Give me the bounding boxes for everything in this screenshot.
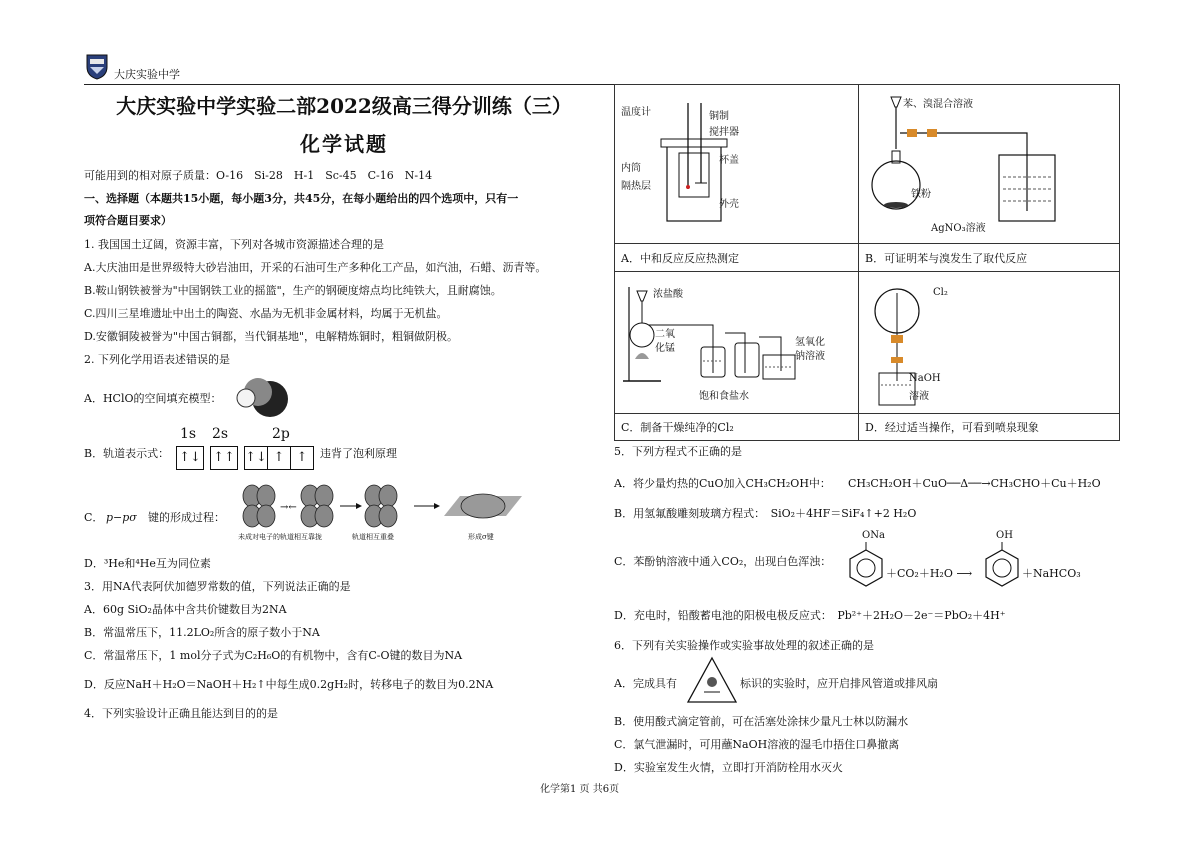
q2-option-b-suffix: 违背了泡利原理 [320, 447, 397, 460]
orbital-box-2p-1: ↑↓ [244, 446, 268, 470]
q4-option-d: D．经过适当操作，可看到喷泉现象 [865, 421, 1039, 434]
q5-option-d: D．充电时，铅酸蓄电池的阳极电极反应式： Pb²⁺＋2H₂O－2e⁻＝PbO₂＋4H⁺ [614, 609, 1006, 622]
table-divider-1 [615, 243, 1119, 244]
atomic-masses: 可能用到的相对原子质量：O-16 Si-28 H-1 Sc-45 C-16 N-14 [84, 169, 433, 182]
fountain-label-naoh: NaOH [909, 373, 941, 384]
q4-option-a: A．中和反应反应热测定 [621, 252, 739, 265]
chlorine-label-naoh-line2: 钠溶液 [795, 351, 825, 362]
school-name: 大庆实验中学 [114, 68, 180, 81]
bromination-label-agno3: AgNO₃溶液 [931, 223, 986, 234]
q1-option-b: B.鞍山钢铁被誉为"中国钢铁工业的摇篮"，生产的钢硬度熔点均比纯铁大，且耐腐蚀。 [84, 284, 502, 297]
q2-option-b: B．轨道表示式： [84, 447, 170, 460]
bromination-apparatus-icon [867, 93, 1067, 233]
subject-title: 化学试题 [300, 132, 388, 156]
q5-stem: 5．下列方程式不正确的是 [614, 445, 742, 458]
hclo-model-icon [230, 374, 292, 420]
calorimeter-label-insulation: 隔热层 [621, 181, 651, 192]
q6-option-b: B．使用酸式滴定管前，可在活塞处涂抹少量凡士林以防漏水 [614, 715, 909, 728]
q5-option-a-equation: CH₃CH₂OH＋CuO──Δ──→CH₃CHO＋Cu＋H₂O [848, 477, 1101, 490]
q2-option-c-suffix: 键的形成过程： [148, 511, 225, 524]
sigma-caption-1: 未成对电子的轨道相互靠拢 [238, 533, 322, 541]
toxic-hazard-warning-icon [686, 656, 738, 706]
q2-option-c-sigma: p−pσ [106, 511, 137, 524]
orbital-label-2s: 2s [212, 426, 229, 442]
calorimeter-label-lid: 杯盖 [719, 155, 739, 166]
table-divider-vertical [858, 85, 859, 440]
sigma-bond-process-icon [238, 484, 528, 534]
calorimeter-label-copper: 铜制 [709, 111, 729, 122]
q3-stem: 3．用NA代表阿伏加德罗常数的值，下列说法正确的是 [84, 580, 351, 593]
q2-stem: 2. 下列化学用语表述错误的是 [84, 353, 230, 366]
calorimeter-diagram-icon [655, 99, 755, 229]
fountain-label-cl2: Cl₂ [933, 287, 948, 298]
exam-title: 大庆实验中学实验二部2022级高三得分训练（三） [116, 94, 572, 118]
orbital-group-2p [244, 446, 314, 470]
q6-option-c: C．氯气泄漏时，可用蘸NaOH溶液的湿毛巾捂住口鼻撤离 [614, 738, 900, 751]
phenol-group-label: OH [996, 530, 1013, 541]
chlorine-label-hcl: 浓盐酸 [653, 289, 683, 300]
q5-option-c-products: ＋NaHCO₃ [1022, 567, 1081, 580]
q5-option-c-reactants: ＋CO₂＋H₂O ⟶ [886, 567, 973, 580]
sigma-caption-3: 形成σ键 [468, 533, 494, 541]
q5-option-b: B．用氢氟酸雕刻玻璃方程式： SiO₂＋4HF＝SiF₄↑+2 H₂O [614, 507, 917, 520]
page-footer: 化学第1 页 共6页 [540, 784, 620, 795]
bromination-label-mixture: 苯、溴混合溶液 [903, 99, 973, 110]
q3-option-a: A．60g SiO₂晶体中含共价键数目为2NA [84, 603, 287, 616]
q3-option-b: B．常温常压下，11.2LO₂所含的原子数小于NA [84, 626, 320, 639]
q6-stem: 6．下列有关实验操作或实验事故处理的叙述正确的是 [614, 639, 874, 652]
sigma-caption-2: 轨道相互重叠 [352, 533, 394, 541]
chlorine-label-brine: 饱和食盐水 [699, 391, 749, 402]
fountain-label-solution: 溶液 [909, 391, 929, 402]
q3-option-c: C．常温常压下，1 mol分子式为C₂H₆O的有机物中，含有C-O键的数目为NA [84, 649, 463, 662]
school-logo-icon [84, 52, 110, 80]
section-heading: 一、选择题（本题共15小题，每小题3分，共45分，在每小题给出的四个选项中，只有一 [84, 192, 519, 205]
calorimeter-label-stirrer: 搅拌器 [709, 127, 739, 138]
q5-option-c: C．苯酚钠溶液中通入CO₂，出现白色浑浊： [614, 555, 832, 568]
q4-option-b: B．可证明苯与溴发生了取代反应 [865, 252, 1028, 265]
q4-option-c: C．制备干燥纯净的Cl₂ [621, 421, 734, 434]
orbital-label-1s: 1s [180, 426, 197, 442]
q2-option-c-prefix: C． [84, 511, 104, 524]
table-divider-3 [615, 413, 1119, 414]
q1-option-d: D.安徽铜陵被誉为"中国古铜都，当代铜基地"，电解精炼铜时，粗铜做阴极。 [84, 330, 459, 343]
svg-text:→←: →← [280, 502, 297, 513]
chlorine-label-naoh-line1: 氢氧化 [795, 337, 825, 348]
q3-option-d: D．反应NaH＋H₂O＝NaOH＋H₂↑中每生成0.2gH₂时，转移电子的数目为0.2NA [84, 678, 494, 691]
q4-stem: 4．下列实验设计正确且能达到目的的是 [84, 707, 278, 720]
orbital-diagram [176, 446, 314, 470]
q6-option-a: A．完成具有 [614, 677, 677, 690]
table-divider-2 [615, 271, 1119, 272]
orbital-box-2s: ↑↑ [210, 446, 238, 470]
q5-option-a: A．将少量灼热的CuO加入CH₃CH₂OH中： [614, 477, 831, 490]
q2-option-a: A．HClO的空间填充模型： [84, 392, 222, 405]
q6-option-a-suffix: 标识的实验时，应开启排风管道或排风扇 [740, 677, 938, 690]
q4-apparatus-table [614, 84, 1120, 441]
q1-stem: 1. 我国国土辽阔，资源丰富，下列对各城市资源描述合理的是 [84, 238, 384, 251]
bromination-label-iron: 铁粉 [911, 189, 931, 200]
phenoxide-group-label: ONa [862, 530, 885, 541]
calorimeter-label-inner: 内筒 [621, 163, 641, 174]
orbital-box-2p-2: ↑ [268, 446, 291, 470]
chlorine-label-mno2-line1: 二氧 [655, 329, 675, 340]
q1-option-a: A.大庆油田是世界级特大砂岩油田，开采的石油可生产多种化工产品，如汽油，石蜡、沥青等。 [84, 261, 547, 274]
orbital-box-2p-3: ↑ [291, 446, 314, 470]
q2-option-d: D．³He和⁴He互为同位素 [84, 557, 211, 570]
q6-option-d: D．实验室发生火情，立即打开消防栓用水灭火 [614, 761, 843, 774]
orbital-label-2p: 2p [272, 426, 290, 442]
orbital-box-1s: ↑↓ [176, 446, 204, 470]
calorimeter-label-shell: 外壳 [719, 199, 739, 210]
chlorine-label-mno2-line2: 化锰 [655, 343, 675, 354]
q1-option-c: C.四川三星堆遗址中出土的陶瓷、水晶为无机非金属材料，均属于无机盐。 [84, 307, 448, 320]
calorimeter-label-thermometer: 温度计 [621, 107, 651, 118]
chlorine-preparation-apparatus-icon [621, 277, 811, 389]
section-heading-cont: 项符合题目要求） [84, 214, 172, 227]
